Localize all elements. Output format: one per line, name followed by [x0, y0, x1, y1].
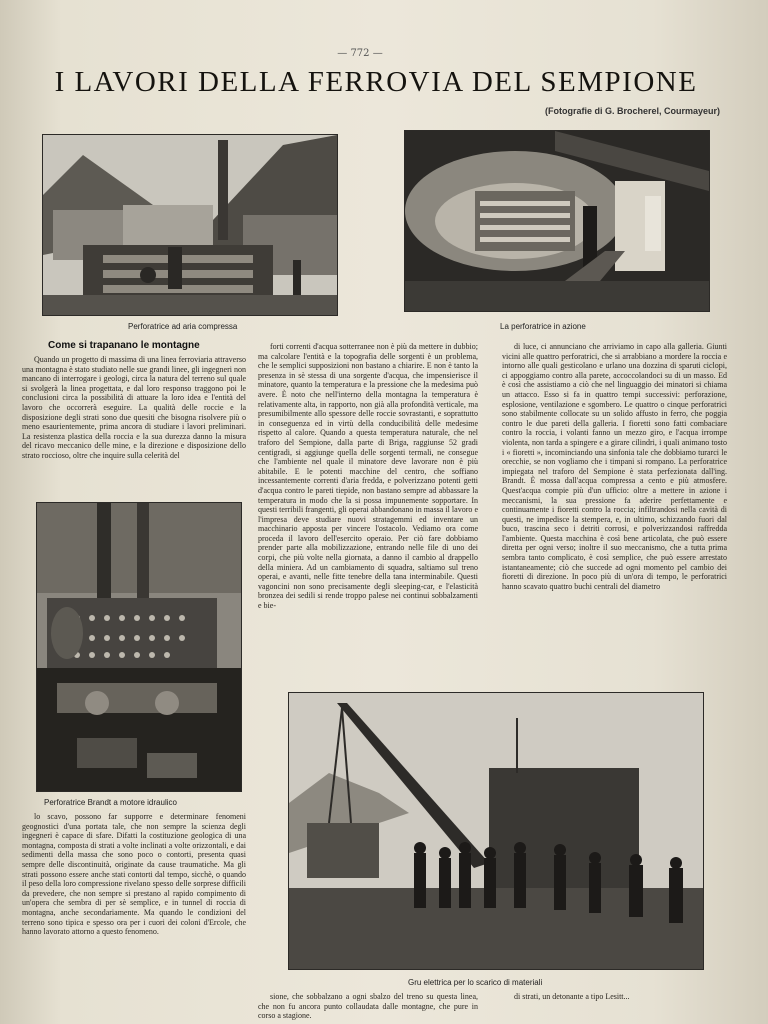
photo-electric-crane-image — [289, 693, 703, 969]
photo-drill-in-action — [404, 130, 710, 312]
text-column-2 — [258, 342, 478, 694]
text-column-1-bottom — [22, 812, 246, 1024]
caption-photo2: La perforatrice in azione — [500, 322, 586, 331]
text-column-1-top — [22, 355, 246, 495]
text-column-3 — [502, 342, 727, 694]
photo-brandt-drill-image — [37, 503, 241, 791]
photo-compressed-air-drill-image — [43, 135, 337, 315]
column-1-top-paragraph: Quando un progetto di massima di una linea ferroviaria attraverso una montagna è stato studiato nelle sue grandi linee, gli ingegneri non mancano di interrogare i geologi, circa la natura del terreno sul quale si svolgerà la linea progettata, e dal loro responso traggono poi le conclusioni circa la possibilità di attuare la loro idea e l'entità del lavoro che occorrerà eseguire. La qualità delle roccie e la disposizione degli strati sono due quesiti che bisogna risolvere più o meno esaurientemente, prima ancora di studiare i lavori preliminari. La resistenza plastica della roccia e la sua durezza danno la misura del ricavo meccanico delle mine, e la direzione e disposizione dello strato roccioso, oltre che inquire sulla celerità del — [22, 355, 246, 460]
column-2-paragraph: forti correnti d'acqua sotterranee non è più da mettere in dubbio; ma calcolare l'entità e la topografia delle sorgenti è un problema, che le semplici supposizioni non bastano a chiarire. E non è tanto la presenza in sè stessa di una sorgente d'acqua, che impensierisce il minatore, quanto la temperatura e la pressione che la medesima può avere. È noto che nell'interno della montagna la temperatura è relativamente alta, in rapporto, non già alla profondità verticale, ma presumibilmente allo spessore delle roccie sovrastanti, e soprattutto in conseguenza ed in virtù della conducibilità delle medesime rispetto al calore. Quando a questa temperatura naturale, che nel traforo del Sempione, dalla parte di Briga, raggiunse 52 gradi centigradi, si aggiunge quella delle sorgenti termali, ne consegue che l'ambiente nel quale il minatore deve lavorare non è più abitabile. E le potenti macchine del centro, che soffiano incessantemente correnti d'aria fredda, e polverizzano potenti getti d'acqua contro le pareti tiepide, non bastano sempre ad abbassare la temperatura in modo che la si possa impunemente sopportare. In questi terribili frangenti, gli operai abbandonano in massa il lavoro e l'impresa deve studiare nuovi stratagemmi ed inventare un macchinario apposta per vincere l'ostacolo. Vediamo ora come proceda il lavoro dell'esercito operaio. Per ciò fare dobbiamo prender parte alla mobilizzazione, entrando nelle file di uno dei corpi, che più volte nella giornata, a danno il cambio al drappello della miniera. Ad un cambiamento di squadra, saltiamo sul treno operai, e avanti, nelle fitte tenebre della tana interminabile. Questi vagoncini non sono precisamente degli sleeping-car, e l'elasticità bronzea dei sedili si rende troppo palese nei continui sobbalzamenti e bie- — [258, 342, 478, 611]
photo-credit: (Fotografie di G. Brocherel, Courmayeur) — [544, 106, 720, 116]
column-1-bottom-paragraph: lo scavo, possono far supporre e determinare fenomeni geognostici d'una portata tale, che non sempre la scienza degli ingegneri è capace di sfare. Difatti la costituzione geologica di una montagna, composta di strati a volte inclinati a volte orizzontali, e dai sedimenti della massa che sono poco o contorti, presenta quasi sempre delle discontinuità, originate da cause traumatiche. Ma gli strati possono essere anche stati contorti dal tempo, sicchè, o quando il peso della loro compressione rivelano spesso delle sorprese difficili da prevedere, che non sempre si prestano al rapido compimento di un'opera che sembra di per sè semplice, e in tunnel di roccia di montagna, anche secondariamente. Ma quando le condizioni del terreno sono tipica e spesso ora per i cuori dei coloni d'Ercole, che hanno lavorato attorno a questo fenomeno. — [22, 812, 246, 937]
caption-photo1: Perforatrice ad aria compressa — [128, 322, 238, 331]
photo-drill-in-action-image — [405, 131, 709, 311]
column-3-bottom-paragraph: di strati, un detonante a tipo Lesitt... — [514, 992, 630, 1001]
photo-electric-crane — [288, 692, 704, 970]
photo-compressed-air-drill — [42, 134, 338, 316]
photo-brandt-drill — [36, 502, 242, 792]
column-3-paragraph: di luce, ci annunciano che arriviamo in capo alla galleria. Giunti vicini alle quattro perforatrici, che si arrabbiano a mordere la roccia e intorno alle quali gesticolano e urlano una dozzina di sparuti ciclopi, ci appoggiamo contro alla parete, accoccolandoci su di un masso. Ed è così che assistiamo a ciò che nel linguaggio dei minatori si chiama un attacco. Esso si fa in quattro tempi successivi: perforazione, esplosione, ventilazione e sgombero. Le quattro o cinque perforatrici sono stabilmente collocate su un solido affusto in ferro, che poggia contro le due pareti della galleria. I fioretti sono fatti combaciare contro la roccia, i volanti fanno un mezzo giro, e l'acqua irrompe violenta, non tarda a spingere e a girare cilindri, i quali animano tosto i « fioretti », incominciando una sinfonia tale che dobbiamo turarci le orecchie, se non vogliamo che i timpani si rompano. La perforatrice impiegata nel traforo del Sempione è stata perfezionata dall'ing. Brandt. È mossa dall'acqua compressa a cento e più atmosfere. Quest'acqua compie più d'un ufficio: oltre a mettere in azione i meccanismi, la sua pressione fa aderire perfettamente e continuamente i fioretti contro la roccia; infiltrandosi nella cavità di questi, ne impedisce la stempera, e, in ultimo, schizzando fuori dal buco, trascina seco i detriti corrosi, e polverizzandosi raffredda l'ambiente. Questa macchina è così bene articolata, che può essere diretta per ogni verso; inoltre il suo meccanismo, che a tutta prima sembra tanto complicato, è così semplice, che può essere arrestato istantaneamente; ciò che succede ad ogni momento pel cambio dei fioretti di direzione. In poco più di un'ora di tempo, le perforatrici hanno scavato quattro buchi centrali del diametro — [502, 342, 727, 591]
caption-photo4: Gru elettrica per lo scarico di materiali — [408, 978, 543, 987]
page-number: — 772 — — [337, 48, 383, 59]
article-subheading: Come si trapanano le montagne — [48, 340, 200, 351]
page-title: I LAVORI DELLA FERROVIA DEL SEMPIONE — [54, 66, 698, 98]
text-column-2-bottom — [258, 992, 478, 1024]
text-column-3-bottom — [502, 992, 727, 1024]
column-2-bottom-paragraph: sione, che sobbalzano a ogni sbalzo del treno su questa linea, che non fu ancora punto collaudata dalle montagne, che pure in corso a stagione. — [258, 992, 478, 1021]
caption-photo3: Perforatrice Brandt a motore idraulico — [44, 798, 177, 807]
